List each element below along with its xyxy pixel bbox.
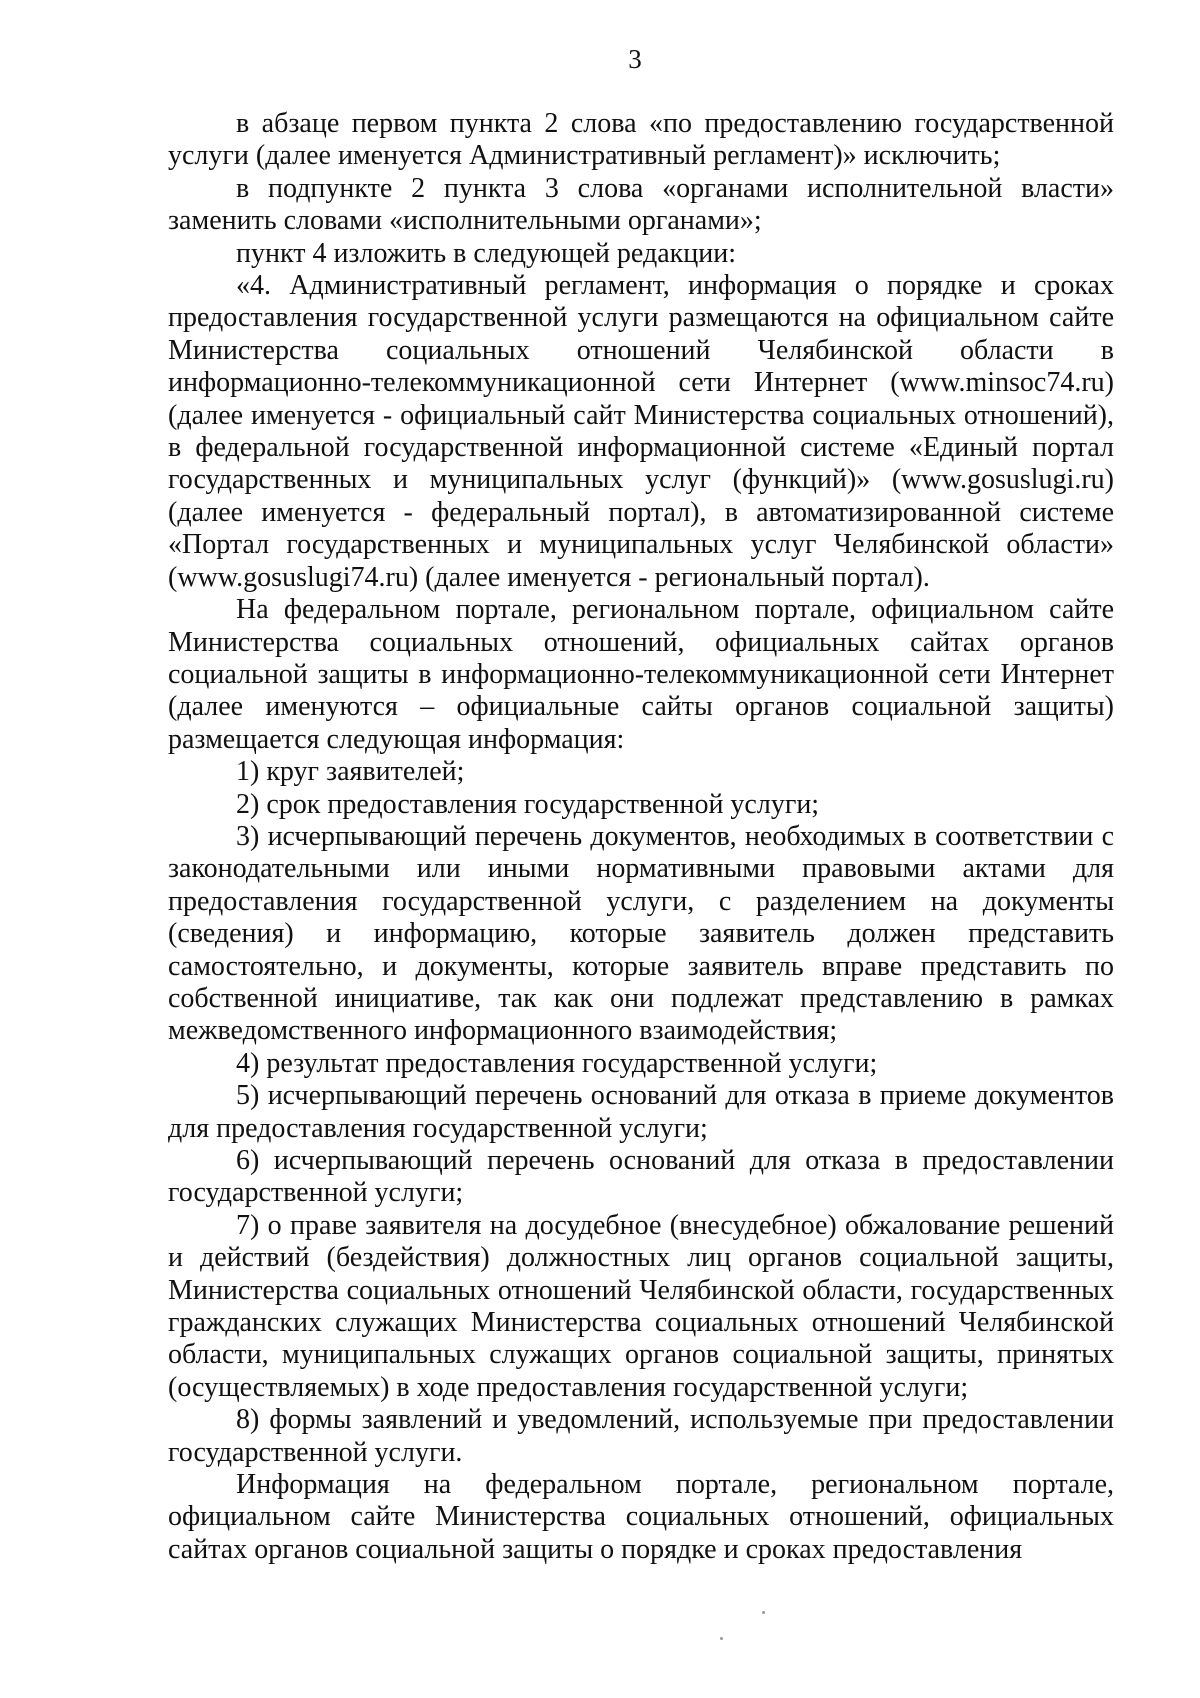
list-item-4: 4) результат предоставления государственной услуги; — [236, 1047, 878, 1079]
paragraph-podpunkt-2: в подпункте 2 пункта 3 слова «органами исполнительной власти» заменить словами «исполнительными органами»; — [168, 172, 1114, 237]
list-item-2: 2) срок предоставления государственной услуги; — [236, 788, 820, 820]
scan-speck — [762, 1611, 765, 1614]
paragraph-informaciya: Информация на федеральном портале, региональном портале, официальном сайте Министерства социальных отношений, официальных сайтах органов социальной защиты о порядке и сроках предоставления — [168, 1469, 1114, 1565]
page-number: 3 — [628, 44, 642, 74]
paragraph-punkt-4-intro: пункт 4 изложить в следующей редакции: — [236, 237, 736, 269]
list-item-6: 6) исчерпывающий перечень оснований для отказа в предоставлении государственной услуги; — [168, 1145, 1114, 1209]
list-item-5: 5) исчерпывающий перечень оснований для отказа в приеме документов для предоставления государственной услуги; — [168, 1080, 1114, 1144]
paragraph-abzac-pervyj: в абзаце первом пункта 2 слова «по предоставлению государственной услуги (далее именуется Административный регламент)» исключить; — [168, 108, 1114, 172]
paragraph-punkt-4-text: «4. Административный регламент, информация о порядке и сроках предоставления государственной услуги размещаются на официальном сайте Министерства социальных отношений Челябинской области в информационно-телекоммуникационной сети Интернет (www.minsoc74.ru) (далее именуется - официальный сайт Министерства социальных отношений), в федеральной государственной информационной системе «Единый портал государственных и муниципальных услуг (функций)» (www.gosuslugi.ru) (далее именуется - федеральный портал), в автоматизированной системе «Портал государственных и муниципальных услуг Челябинской области» (www.gosuslugi74.ru) (далее именуется - региональный портал). — [168, 270, 1114, 593]
list-item-3: 3) исчерпывающий перечень документов, необходимых в соответствии с законодательными или иными нормативными правовыми актами для предоставления государственной услуги, с разделением на документы (сведения) и информацию, которые заявитель должен представить самостоятельно, и документы, которые заявитель вправе представить по собственной инициативе, так как они подлежат представлению в рамках межведомственного информационного взаимодействия; — [168, 820, 1114, 1047]
list-item-8: 8) формы заявлений и уведомлений, используемые при предоставлении государственной услуги. — [168, 1404, 1114, 1468]
list-item-1: 1) круг заявителей; — [236, 756, 465, 788]
document-body — [168, 108, 1114, 1566]
list-item-7: 7) о праве заявителя на досудебное (внесудебное) обжалование решений и действий (бездействия) должностных лиц органов социальной защиты, Министерства социальных отношений Челябинской области, государственных гражданских служащих Министерства социальных отношений Челябинской области, муниципальных служащих органов социальной защиты, принятых (осуществляемых) в ходе предоставления государственной услуги; — [168, 1209, 1114, 1403]
paragraph-info-list-intro: На федеральном портале, региональном портале, официальном сайте Министерства социальных отношений, официальных сайтах органов социальной защиты в информационно-телекоммуникационной сети Интернет (далее именуются – официальные сайты органов социальной защиты) размещается следующая информация: — [168, 594, 1114, 755]
scan-speck — [720, 1637, 723, 1640]
